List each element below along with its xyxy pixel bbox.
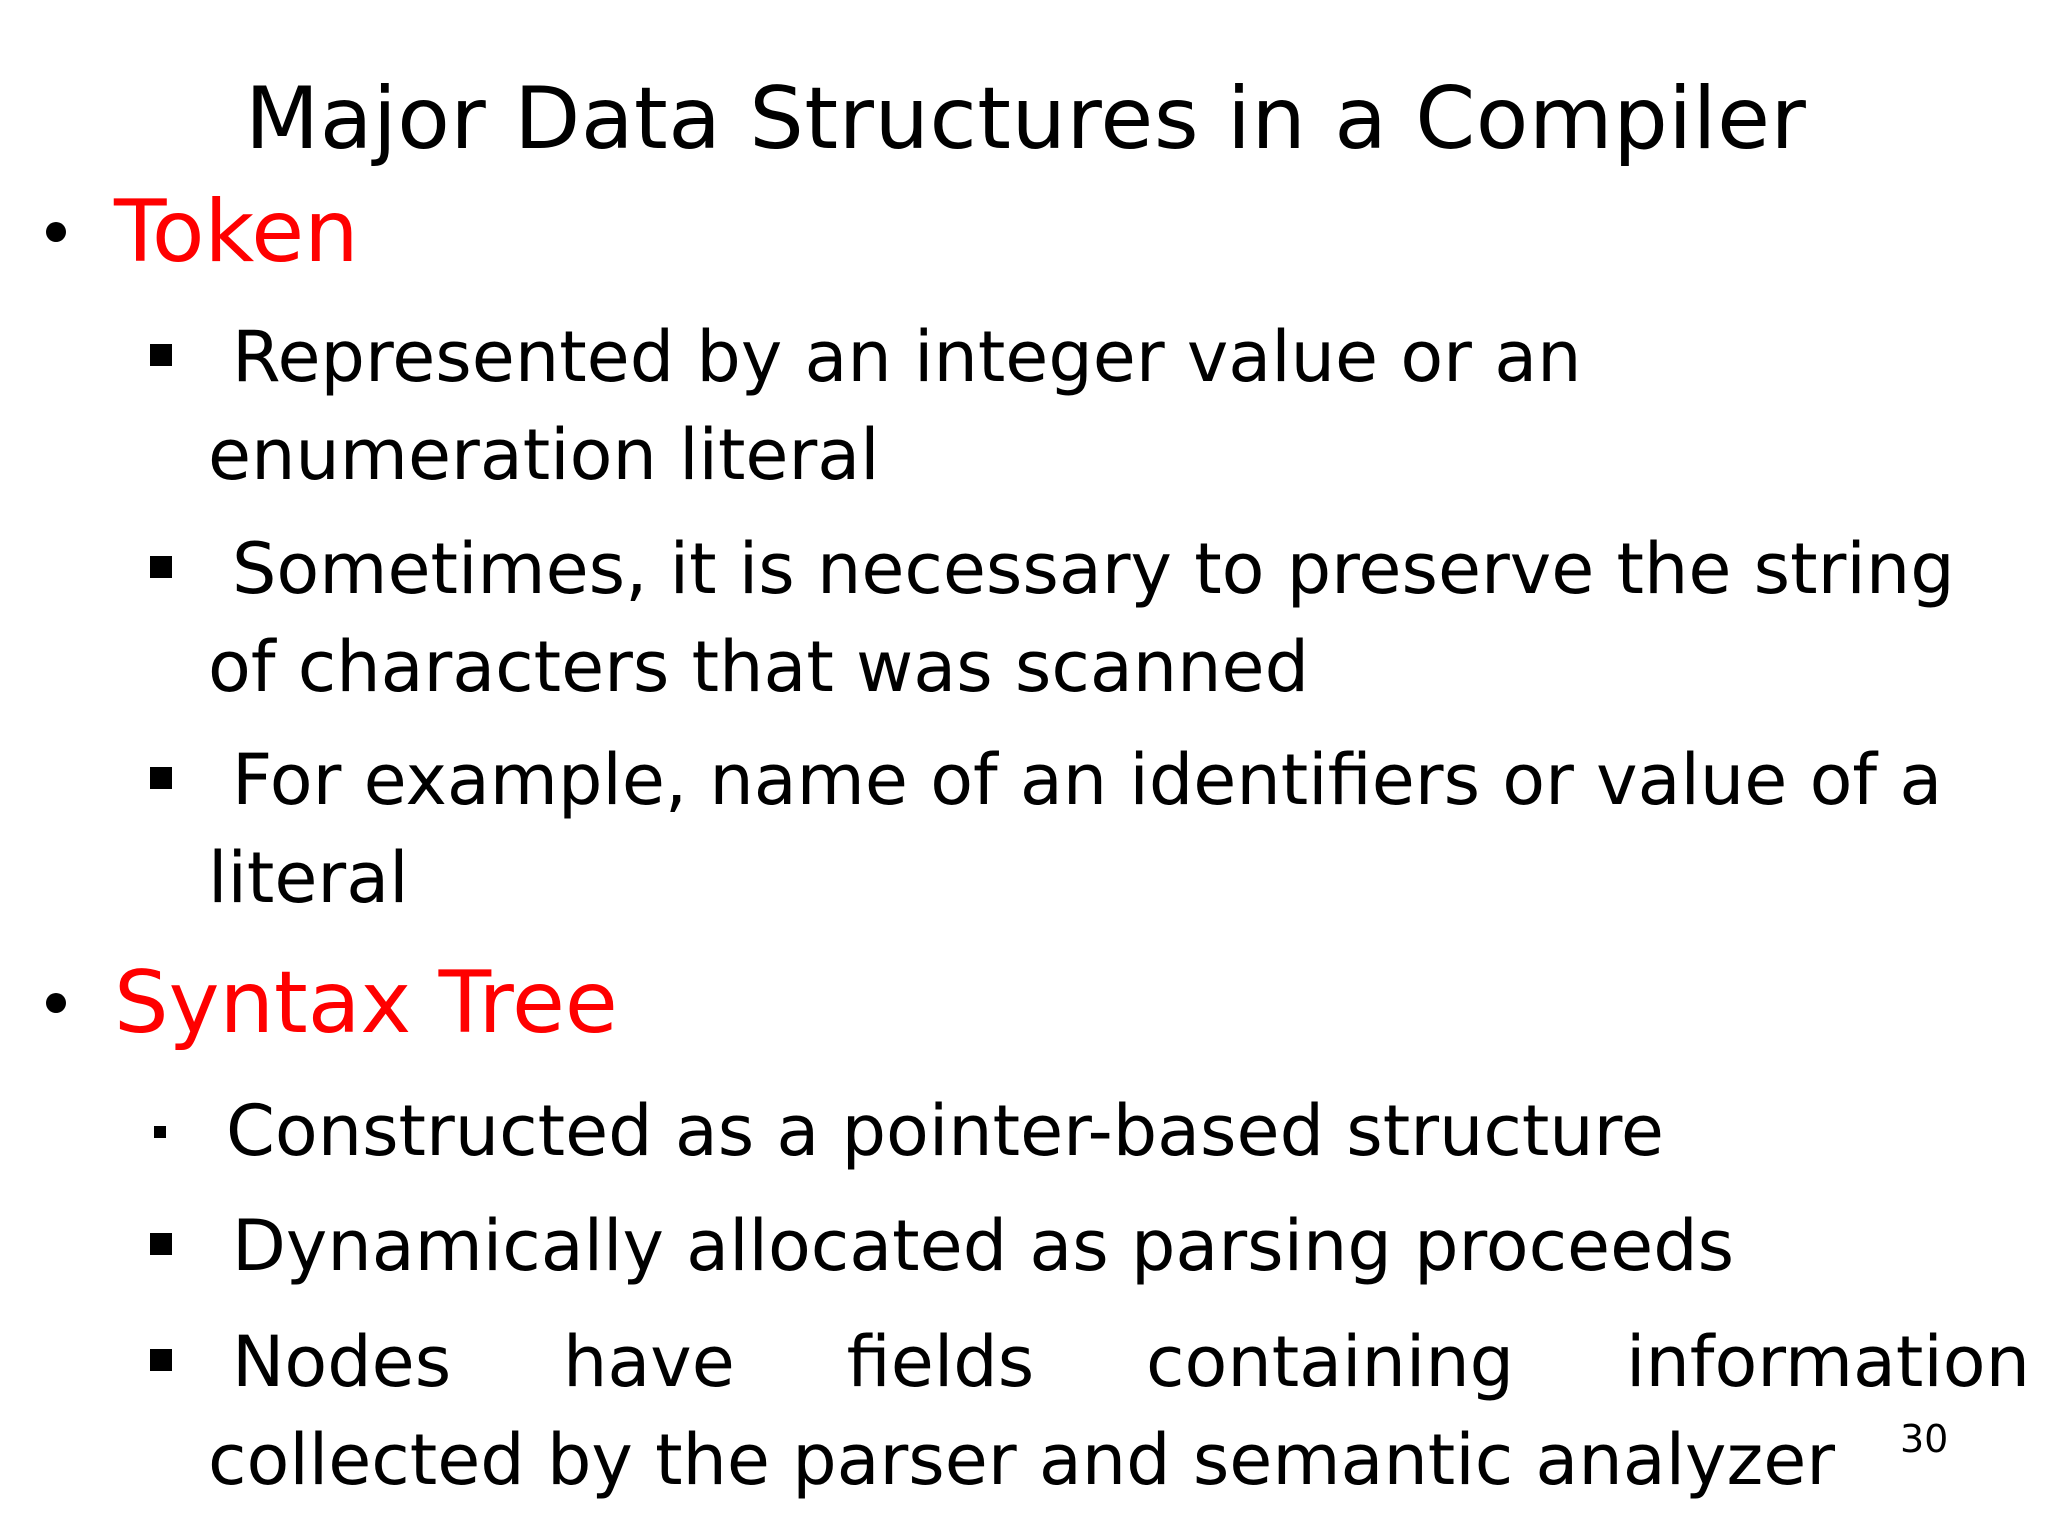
- list-item-text: For example, name of an identifiers or value of a: [232, 739, 1943, 821]
- slide-title: Major Data Structures in a Compiler: [245, 69, 1807, 169]
- list-item: [150, 731, 2030, 927]
- section-heading-syntax-tree: Syntax Tree: [114, 953, 618, 1053]
- page-number: 30: [1900, 1417, 1949, 1461]
- square-bullet-icon: [150, 767, 172, 789]
- square-bullet-icon: [150, 1349, 172, 1371]
- round-bullet-icon: [46, 222, 66, 242]
- list-item-text: Nodes have fields containing information: [232, 1321, 2030, 1403]
- list-item: [150, 520, 2030, 716]
- square-bullet-icon: [154, 1126, 166, 1138]
- square-bullet-icon: [150, 1233, 172, 1255]
- section-token: [46, 182, 359, 282]
- list-item: [150, 1082, 2030, 1180]
- section-heading-token: Token: [114, 182, 359, 282]
- list-item-text: Sometimes, it is necessary to preserve the string: [232, 528, 1955, 610]
- list-item-text-continued: collected by the parser and semantic analyzer: [208, 1419, 1836, 1501]
- section-syntax-tree: [46, 953, 618, 1053]
- list-item-text: Dynamically allocated as parsing proceeds: [232, 1205, 1735, 1287]
- list-item-text-continued: literal: [208, 837, 409, 919]
- list-item-text-continued: enumeration literal: [208, 414, 880, 496]
- list-item-text: Constructed as a pointer-based structure: [226, 1090, 1664, 1172]
- list-item: [150, 1197, 2030, 1295]
- list-item: [150, 1313, 2030, 1509]
- round-bullet-icon: [46, 993, 66, 1013]
- square-bullet-icon: [150, 556, 172, 578]
- list-item-text: Represented by an integer value or an: [232, 316, 1582, 398]
- square-bullet-icon: [150, 344, 172, 366]
- list-item-text-continued: of characters that was scanned: [208, 626, 1309, 708]
- list-item: [150, 308, 2030, 504]
